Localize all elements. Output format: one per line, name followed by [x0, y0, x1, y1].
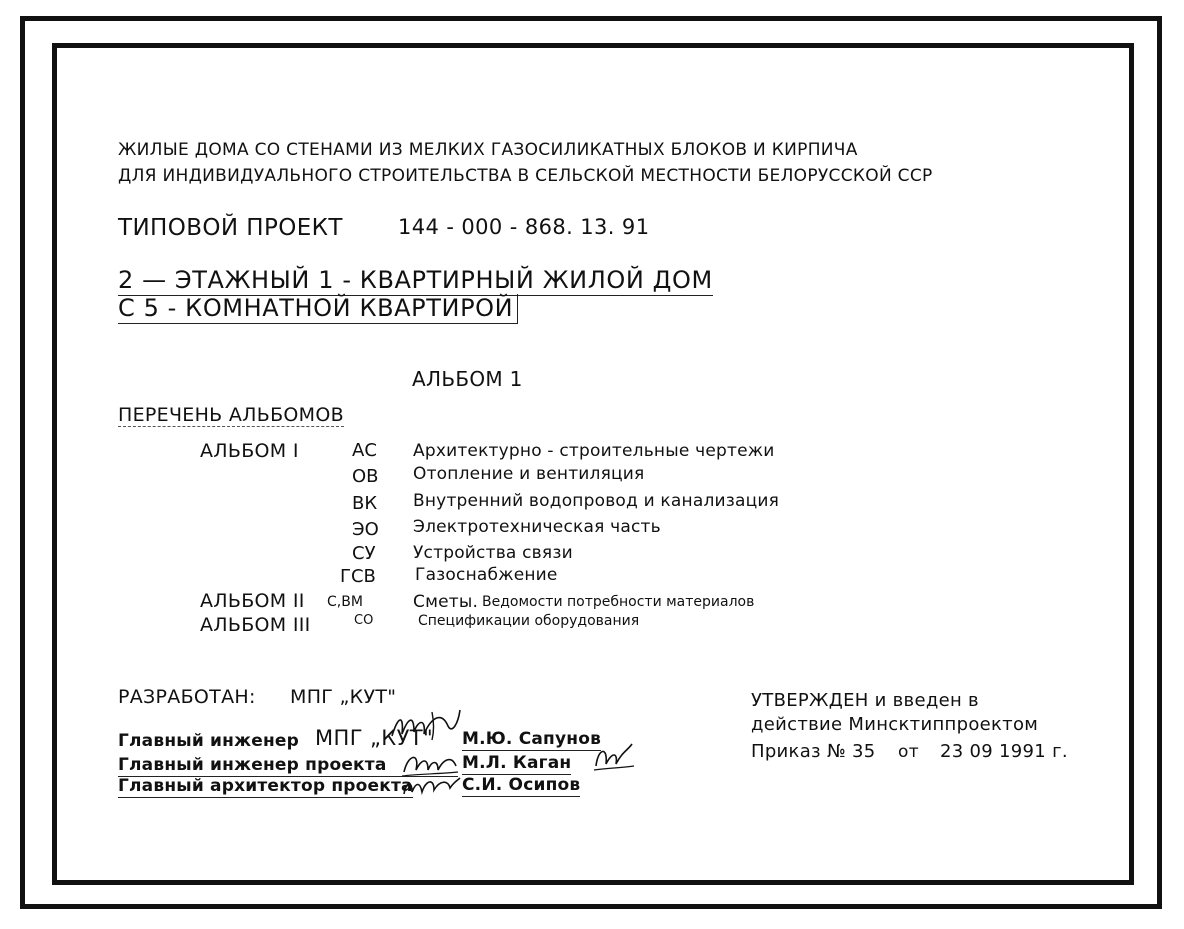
header-line-2: ДЛЯ ИНДИВИДУАЛЬНОГО СТРОИТЕЛЬСТВА В СЕЛЬСКОЙ МЕСТНОСТИ БЕЛОРУССКОЙ ССР [118, 166, 933, 186]
album-3-label: АЛЬБОМ III [200, 614, 311, 636]
project-label: ТИПОВОЙ ПРОЕКТ [118, 215, 343, 241]
section-desc: Архитектурно - строительные чертежи [413, 441, 775, 461]
albums-list-heading: ПЕРЕЧЕНЬ АЛЬБОМОВ [118, 404, 344, 426]
signature-sapunov [388, 706, 464, 746]
signature-kagan-2 [590, 740, 638, 776]
chief-architect-label: Главный архитектор проекта [118, 776, 413, 796]
section-desc: Устройства связи [413, 543, 573, 563]
section-desc: Отопление и вентиляция [413, 464, 645, 484]
section-code: ОВ [352, 466, 379, 487]
approval-line-1: УТВЕРЖДЕН и введен в [751, 690, 979, 711]
section-code: АС [352, 440, 377, 461]
title-line-1: 2 — ЭТАЖНЫЙ 1 - КВАРТИРНЫЙ ЖИЛОЙ ДОМ [118, 266, 713, 294]
section-desc: Газоснабжение [415, 565, 558, 585]
section-code: ЭО [352, 519, 379, 540]
chief-engineer-name: М.Ю. Сапунов [462, 729, 602, 749]
approval-line-2: действие Минсктиппроектом [751, 714, 1039, 735]
chief-engineer-org: МПГ „КУТ" [315, 726, 434, 750]
title-line-2: С 5 - КОМНАТНОЙ КВАРТИРОЙ [118, 294, 518, 324]
developer-org: МПГ „КУТ" [290, 686, 397, 708]
album-2-label: АЛЬБОМ II [200, 590, 305, 612]
section-code: СО [354, 613, 374, 628]
chief-engineer-label: Главный инженер [118, 731, 300, 751]
section-code: С,ВМ [327, 594, 363, 610]
section-desc: Электротехническая часть [413, 517, 661, 537]
order-from: от [898, 742, 919, 762]
chief-project-engineer-label: Главный инженер проекта [118, 755, 458, 777]
chief-architect-name: С.И. Осипов [462, 775, 581, 795]
section-desc: Спецификации оборудования [418, 613, 640, 629]
album-1-label: АЛЬБОМ I [200, 440, 299, 462]
section-desc-a: Сметы. [413, 592, 479, 612]
project-number: 144 - 000 - 868. 13. 91 [398, 215, 650, 239]
order-label: Приказ № 35 [751, 741, 876, 762]
section-code: СУ [352, 543, 376, 564]
section-code: ВК [352, 493, 378, 514]
section-code: ГСВ [340, 566, 376, 587]
chief-project-engineer-name: М.Л. Каган [462, 753, 572, 773]
section-desc-b: Ведомости потребности материалов [482, 594, 755, 610]
album-heading: АЛЬБОМ 1 [412, 367, 523, 391]
section-desc: Внутренний водопровод и канализация [413, 491, 780, 511]
developer-label: РАЗРАБОТАН: [118, 686, 256, 708]
order-date: 23 09 1991 г. [940, 741, 1068, 762]
header-line-1: ЖИЛЫЕ ДОМА СО СТЕНАМИ ИЗ МЕЛКИХ ГАЗОСИЛИКАТНЫХ БЛОКОВ И КИРПИЧА [118, 140, 858, 160]
signature-osipov [400, 772, 464, 804]
